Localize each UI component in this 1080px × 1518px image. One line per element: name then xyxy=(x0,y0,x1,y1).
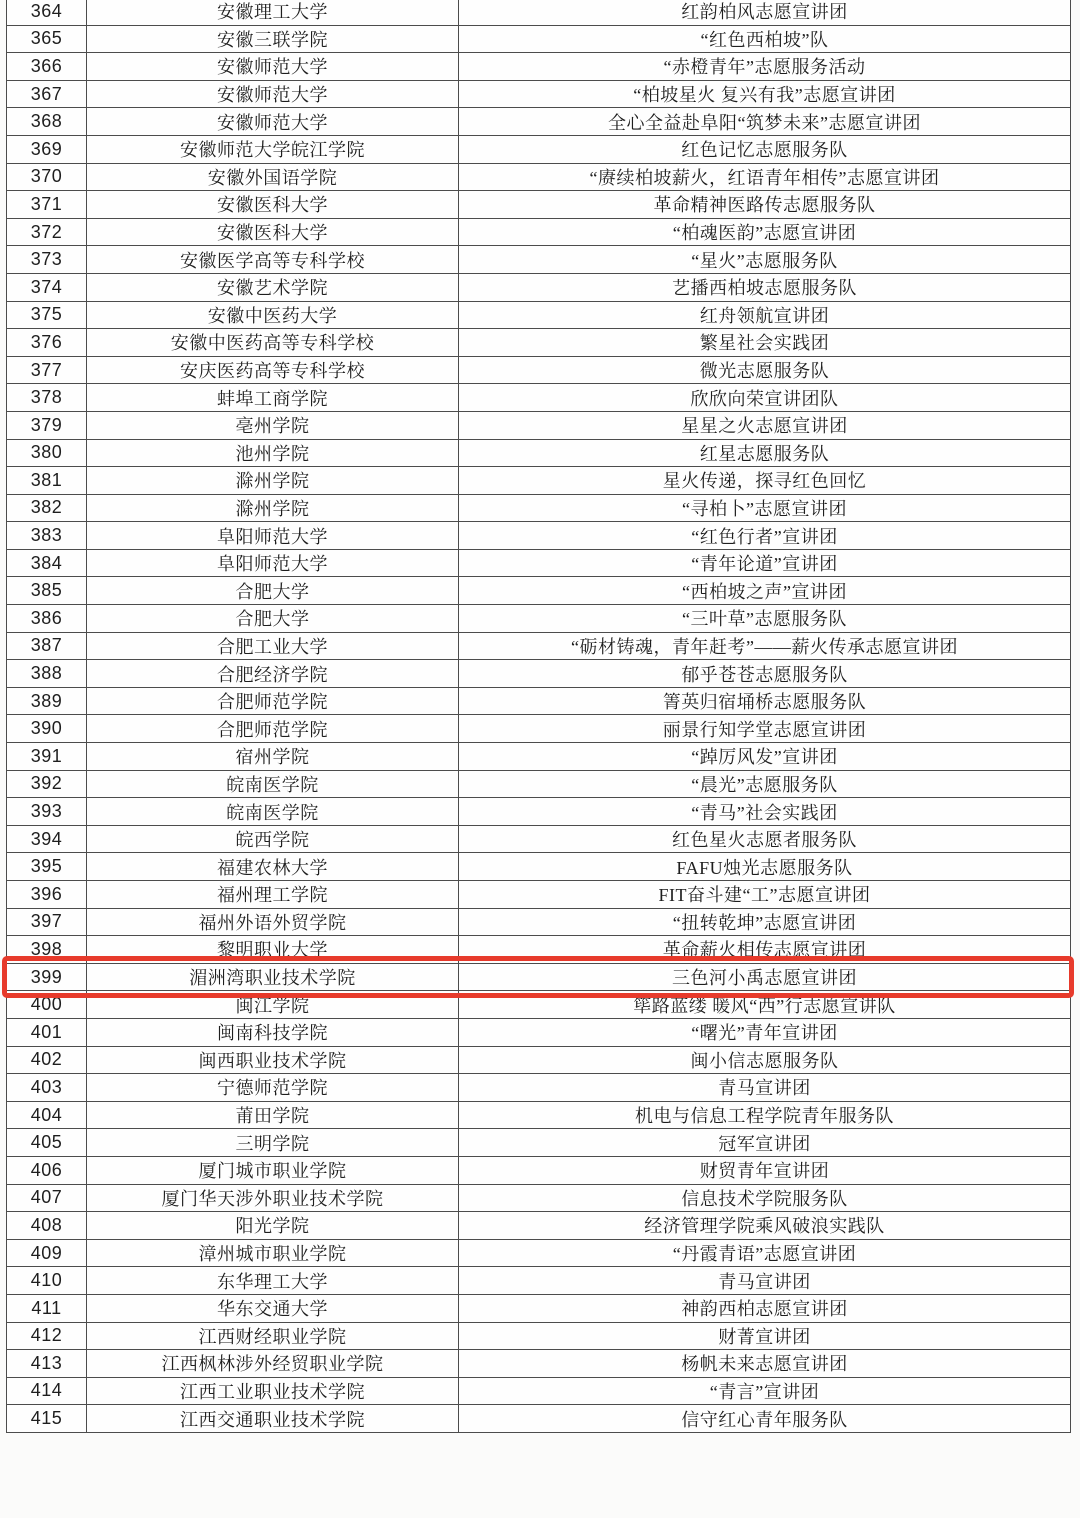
team-cell: 红韵柏风志愿宣讲团 xyxy=(459,0,1071,25)
team-cell: “曙光”青年宣讲团 xyxy=(459,1018,1071,1046)
rank-cell: 415 xyxy=(7,1405,87,1433)
team-cell: 红色星火志愿者服务队 xyxy=(459,825,1071,853)
team-cell: 繁星社会实践团 xyxy=(459,329,1071,357)
school-cell: 福州外语外贸学院 xyxy=(87,908,459,936)
table-row xyxy=(7,218,1071,246)
rank-cell: 383 xyxy=(7,522,87,550)
rank-cell: 380 xyxy=(7,439,87,467)
table-row xyxy=(7,1101,1071,1129)
school-cell: 合肥师范学院 xyxy=(87,715,459,743)
rank-cell: 399 xyxy=(7,963,87,991)
team-cell: FAFU烛光志愿服务队 xyxy=(459,853,1071,881)
table-row xyxy=(7,798,1071,826)
table-row xyxy=(7,605,1071,633)
school-cell: 滁州学院 xyxy=(87,467,459,495)
rank-cell: 368 xyxy=(7,108,87,136)
team-cell: FIT奋斗建“工”志愿宣讲团 xyxy=(459,881,1071,909)
team-cell: “红色西柏坡”队 xyxy=(459,25,1071,53)
team-cell: 经济管理学院乘风破浪实践队 xyxy=(459,1212,1071,1240)
team-cell: “西柏坡之声”宣讲团 xyxy=(459,577,1071,605)
rank-cell: 393 xyxy=(7,798,87,826)
table-row xyxy=(7,1074,1071,1102)
rank-cell: 372 xyxy=(7,218,87,246)
table-row xyxy=(7,53,1071,81)
rank-cell: 411 xyxy=(7,1294,87,1322)
team-cell: “红色行者”宣讲团 xyxy=(459,522,1071,550)
school-cell: 江西财经职业学院 xyxy=(87,1322,459,1350)
rank-cell: 403 xyxy=(7,1074,87,1102)
rank-cell: 388 xyxy=(7,660,87,688)
school-cell: 安徽理工大学 xyxy=(87,0,459,25)
rank-cell: 390 xyxy=(7,715,87,743)
rank-cell: 384 xyxy=(7,549,87,577)
table-row xyxy=(7,881,1071,909)
table-row xyxy=(7,1350,1071,1378)
team-cell: “赤橙青年”志愿服务活动 xyxy=(459,53,1071,81)
team-cell: “踔厉风发”宣讲团 xyxy=(459,743,1071,771)
table-row xyxy=(7,1046,1071,1074)
school-cell: 莆田学院 xyxy=(87,1101,459,1129)
table-row xyxy=(7,329,1071,357)
table-row xyxy=(7,1377,1071,1405)
table-row xyxy=(7,108,1071,136)
rank-cell: 407 xyxy=(7,1184,87,1212)
team-cell: “青马”社会实践团 xyxy=(459,798,1071,826)
school-cell: 东华理工大学 xyxy=(87,1267,459,1295)
school-cell: 福建农林大学 xyxy=(87,853,459,881)
team-cell: 机电与信息工程学院青年服务队 xyxy=(459,1101,1071,1129)
team-cell: 丽景行知学堂志愿宣讲团 xyxy=(459,715,1071,743)
team-cell: 筚路蓝缕 暖风“西”行志愿宣讲队 xyxy=(459,991,1071,1019)
table-row xyxy=(7,273,1071,301)
team-cell: “赓续柏坡薪火，红语青年相传”志愿宣讲团 xyxy=(459,163,1071,191)
rank-cell: 414 xyxy=(7,1377,87,1405)
table-row xyxy=(7,1239,1071,1267)
team-cell: 郁乎苍苍志愿服务队 xyxy=(459,660,1071,688)
school-cell: 阳光学院 xyxy=(87,1212,459,1240)
rank-cell: 365 xyxy=(7,25,87,53)
rank-cell: 385 xyxy=(7,577,87,605)
team-cell: “柏坡星火 复兴有我”志愿宣讲团 xyxy=(459,80,1071,108)
table-row xyxy=(7,660,1071,688)
school-cell: 安徽师范大学皖江学院 xyxy=(87,135,459,163)
rank-cell: 398 xyxy=(7,936,87,964)
table-row xyxy=(7,384,1071,412)
team-cell: 杨帆未来志愿宣讲团 xyxy=(459,1350,1071,1378)
school-cell: 蚌埠工商学院 xyxy=(87,384,459,412)
rank-cell: 394 xyxy=(7,825,87,853)
team-cell: 信守红心青年服务队 xyxy=(459,1405,1071,1433)
rank-cell: 369 xyxy=(7,135,87,163)
rank-cell: 409 xyxy=(7,1239,87,1267)
table-row xyxy=(7,1405,1071,1433)
rank-cell: 381 xyxy=(7,467,87,495)
team-cell: 冠军宣讲团 xyxy=(459,1129,1071,1157)
table-row xyxy=(7,1294,1071,1322)
table-row xyxy=(7,0,1071,25)
rank-cell: 389 xyxy=(7,687,87,715)
rank-cell: 366 xyxy=(7,53,87,81)
table-row xyxy=(7,770,1071,798)
table-row xyxy=(7,1212,1071,1240)
table-row xyxy=(7,1267,1071,1295)
table-row xyxy=(7,135,1071,163)
table-row xyxy=(7,25,1071,53)
team-cell: 微光志愿服务队 xyxy=(459,356,1071,384)
rank-cell: 382 xyxy=(7,494,87,522)
school-cell: 阜阳师范大学 xyxy=(87,549,459,577)
team-cell: 闽小信志愿服务队 xyxy=(459,1046,1071,1074)
team-cell: “星火”志愿服务队 xyxy=(459,246,1071,274)
team-cell: 青马宣讲团 xyxy=(459,1267,1071,1295)
table-row xyxy=(7,163,1071,191)
team-cell: 神韵西柏志愿宣讲团 xyxy=(459,1294,1071,1322)
rank-cell: 391 xyxy=(7,743,87,771)
rank-cell: 395 xyxy=(7,853,87,881)
school-cell: 闽南科技学院 xyxy=(87,1018,459,1046)
school-cell: 华东交通大学 xyxy=(87,1294,459,1322)
rank-cell: 406 xyxy=(7,1156,87,1184)
table-row xyxy=(7,991,1071,1019)
rank-cell: 410 xyxy=(7,1267,87,1295)
school-cell: 池州学院 xyxy=(87,439,459,467)
team-cell: “柏魂医韵”志愿宣讲团 xyxy=(459,218,1071,246)
rank-cell: 377 xyxy=(7,356,87,384)
table-row xyxy=(7,825,1071,853)
rank-cell: 408 xyxy=(7,1212,87,1240)
school-cell: 安徽医科大学 xyxy=(87,218,459,246)
school-cell: 合肥经济学院 xyxy=(87,660,459,688)
table-row xyxy=(7,1184,1071,1212)
school-cell: 安庆医药高等专科学校 xyxy=(87,356,459,384)
rank-cell: 404 xyxy=(7,1101,87,1129)
school-cell: 安徽中医药大学 xyxy=(87,301,459,329)
rank-cell: 374 xyxy=(7,273,87,301)
table-row xyxy=(7,1322,1071,1350)
table-row xyxy=(7,246,1071,274)
school-cell: 安徽三联学院 xyxy=(87,25,459,53)
rank-cell: 371 xyxy=(7,191,87,219)
school-cell: 合肥大学 xyxy=(87,605,459,633)
school-cell: 闽西职业技术学院 xyxy=(87,1046,459,1074)
rank-cell: 378 xyxy=(7,384,87,412)
rank-cell: 367 xyxy=(7,80,87,108)
table-row xyxy=(7,301,1071,329)
school-cell: 皖南医学院 xyxy=(87,798,459,826)
team-cell: 信息技术学院服务队 xyxy=(459,1184,1071,1212)
table-body xyxy=(7,0,1071,1432)
table-row xyxy=(7,743,1071,771)
table-row xyxy=(7,467,1071,495)
table-row xyxy=(7,549,1071,577)
rank-cell: 370 xyxy=(7,163,87,191)
team-cell: 青马宣讲团 xyxy=(459,1074,1071,1102)
rank-cell: 412 xyxy=(7,1322,87,1350)
team-cell: 箐英归宿埇桥志愿服务队 xyxy=(459,687,1071,715)
table-row xyxy=(7,191,1071,219)
table-row xyxy=(7,80,1071,108)
team-cell: 财贸青年宣讲团 xyxy=(459,1156,1071,1184)
rank-cell: 405 xyxy=(7,1129,87,1157)
school-cell: 江西交通职业技术学院 xyxy=(87,1405,459,1433)
school-cell: 湄洲湾职业技术学院 xyxy=(87,963,459,991)
table-row xyxy=(7,632,1071,660)
team-cell: 星火传递，探寻红色回忆 xyxy=(459,467,1071,495)
school-cell: 安徽师范大学 xyxy=(87,108,459,136)
team-cell: “砺材铸魂，青年赶考”——薪火传承志愿宣讲团 xyxy=(459,632,1071,660)
table-row xyxy=(7,494,1071,522)
team-cell: “三叶草”志愿服务队 xyxy=(459,605,1071,633)
school-cell: 安徽医学高等专科学校 xyxy=(87,246,459,274)
ranking-table-wrapper xyxy=(6,0,1070,1433)
team-cell: 红星志愿服务队 xyxy=(459,439,1071,467)
table-row xyxy=(7,522,1071,550)
rank-cell: 386 xyxy=(7,605,87,633)
rank-cell: 413 xyxy=(7,1350,87,1378)
team-cell: 欣欣向荣宣讲团队 xyxy=(459,384,1071,412)
team-cell: 三色河小禹志愿宣讲团 xyxy=(459,963,1071,991)
volunteer-team-table xyxy=(6,0,1071,1433)
school-cell: 安徽医科大学 xyxy=(87,191,459,219)
rank-cell: 392 xyxy=(7,770,87,798)
team-cell: “青言”宣讲团 xyxy=(459,1377,1071,1405)
team-cell: 财菁宣讲团 xyxy=(459,1322,1071,1350)
table-row xyxy=(7,411,1071,439)
table-row xyxy=(7,963,1071,991)
table-row xyxy=(7,356,1071,384)
rank-cell: 397 xyxy=(7,908,87,936)
rank-cell: 402 xyxy=(7,1046,87,1074)
team-cell: 全心全益赴阜阳“筑梦未来”志愿宣讲团 xyxy=(459,108,1071,136)
team-cell: 艺播西柏坡志愿服务队 xyxy=(459,273,1071,301)
school-cell: 闽江学院 xyxy=(87,991,459,1019)
school-cell: 江西工业职业技术学院 xyxy=(87,1377,459,1405)
table-row xyxy=(7,908,1071,936)
school-cell: 宁德师范学院 xyxy=(87,1074,459,1102)
school-cell: 江西枫林涉外经贸职业学院 xyxy=(87,1350,459,1378)
school-cell: 合肥大学 xyxy=(87,577,459,605)
school-cell: 福州理工学院 xyxy=(87,881,459,909)
team-cell: “寻柏卜”志愿宣讲团 xyxy=(459,494,1071,522)
table-row xyxy=(7,715,1071,743)
table-row xyxy=(7,439,1071,467)
school-cell: 阜阳师范大学 xyxy=(87,522,459,550)
school-cell: 厦门城市职业学院 xyxy=(87,1156,459,1184)
school-cell: 滁州学院 xyxy=(87,494,459,522)
table-row xyxy=(7,936,1071,964)
school-cell: 安徽中医药高等专科学校 xyxy=(87,329,459,357)
school-cell: 亳州学院 xyxy=(87,411,459,439)
table-row xyxy=(7,687,1071,715)
rank-cell: 364 xyxy=(7,0,87,25)
rank-cell: 376 xyxy=(7,329,87,357)
school-cell: 安徽师范大学 xyxy=(87,53,459,81)
rank-cell: 375 xyxy=(7,301,87,329)
rank-cell: 379 xyxy=(7,411,87,439)
rank-cell: 396 xyxy=(7,881,87,909)
school-cell: 黎明职业大学 xyxy=(87,936,459,964)
team-cell: 红舟领航宣讲团 xyxy=(459,301,1071,329)
school-cell: 宿州学院 xyxy=(87,743,459,771)
team-cell: “晨光”志愿服务队 xyxy=(459,770,1071,798)
team-cell: “青年论道”宣讲团 xyxy=(459,549,1071,577)
rank-cell: 387 xyxy=(7,632,87,660)
rank-cell: 401 xyxy=(7,1018,87,1046)
school-cell: 厦门华天涉外职业技术学院 xyxy=(87,1184,459,1212)
team-cell: 革命薪火相传志愿宣讲团 xyxy=(459,936,1071,964)
team-cell: “扭转乾坤”志愿宣讲团 xyxy=(459,908,1071,936)
table-row xyxy=(7,577,1071,605)
school-cell: 合肥师范学院 xyxy=(87,687,459,715)
table-row xyxy=(7,1018,1071,1046)
school-cell: 合肥工业大学 xyxy=(87,632,459,660)
school-cell: 安徽师范大学 xyxy=(87,80,459,108)
school-cell: 安徽外国语学院 xyxy=(87,163,459,191)
table-row xyxy=(7,1156,1071,1184)
school-cell: 漳州城市职业学院 xyxy=(87,1239,459,1267)
team-cell: “丹霞青语”志愿宣讲团 xyxy=(459,1239,1071,1267)
rank-cell: 400 xyxy=(7,991,87,1019)
rank-cell: 373 xyxy=(7,246,87,274)
school-cell: 安徽艺术学院 xyxy=(87,273,459,301)
table-row xyxy=(7,1129,1071,1157)
team-cell: 星星之火志愿宣讲团 xyxy=(459,411,1071,439)
team-cell: 革命精神医路传志愿服务队 xyxy=(459,191,1071,219)
school-cell: 皖西学院 xyxy=(87,825,459,853)
school-cell: 三明学院 xyxy=(87,1129,459,1157)
team-cell: 红色记忆志愿服务队 xyxy=(459,135,1071,163)
table-row xyxy=(7,853,1071,881)
school-cell: 皖南医学院 xyxy=(87,770,459,798)
